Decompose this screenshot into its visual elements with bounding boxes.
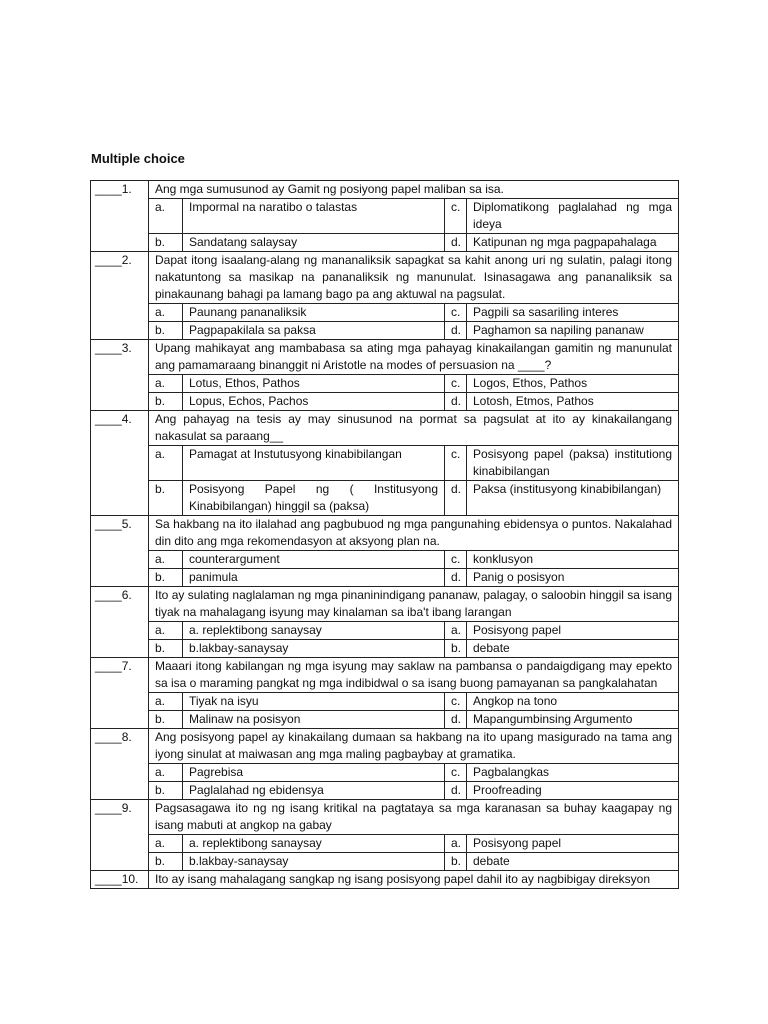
option-letter: d.	[445, 393, 467, 411]
option-letter: b.	[149, 640, 183, 658]
quiz-table	[90, 180, 679, 889]
question-number: ____10.	[91, 871, 149, 889]
question-row	[91, 181, 679, 199]
question-stem: Maaari itong kabilangan ng mga isyung may saklaw na pambansa o pandaigdigang may epekto sa isa o maraming pangkat ng mga indibidwal o sa isang buong pamayanan sa pangkalahatan	[149, 658, 679, 693]
option-text: Malinaw na posisyon	[183, 711, 445, 729]
question-row	[91, 411, 679, 446]
option-letter: b.	[445, 853, 467, 871]
option-text: Lotus, Ethos, Pathos	[183, 375, 445, 393]
option-text: Posisyong Papel ng ( Institusyong Kinabibilangan) hinggil sa (paksa)	[183, 481, 445, 516]
option-letter: a.	[149, 764, 183, 782]
option-letter: b.	[149, 711, 183, 729]
option-text: counterargument	[183, 551, 445, 569]
option-text: Pagrebisa	[183, 764, 445, 782]
option-text: Posisyong papel (paksa) institutiong kinabibilangan	[467, 446, 679, 481]
option-text: debate	[467, 853, 679, 871]
question-number: ____6.	[91, 587, 149, 658]
option-text: Sandatang salaysay	[183, 234, 445, 252]
option-letter: b.	[149, 853, 183, 871]
question-stem: Ang pahayag na tesis ay may sinusunod na pormat sa pagsulat at ito ay kinakailangang nakasulat sa paraang__	[149, 411, 679, 446]
question-row	[91, 340, 679, 375]
option-letter: a.	[149, 446, 183, 481]
option-text: Katipunan ng mga pagpapahalaga	[467, 234, 679, 252]
option-row	[91, 481, 679, 516]
option-letter: d.	[445, 782, 467, 800]
question-stem: Upang mahikayat ang mambabasa sa ating mga pahayag kinakailangan gamitin ng manunulat ang pamamaraang binanggit ni Aristotle na modes of persuasion na ____?	[149, 340, 679, 375]
option-text: a. replektibong sanaysay	[183, 835, 445, 853]
option-text: b.lakbay-sanaysay	[183, 640, 445, 658]
option-letter: c.	[445, 199, 467, 234]
question-number: ____4.	[91, 411, 149, 516]
option-text: Panig o posisyon	[467, 569, 679, 587]
option-row	[91, 304, 679, 322]
question-row	[91, 516, 679, 551]
option-letter: b.	[149, 481, 183, 516]
option-text: panimula	[183, 569, 445, 587]
question-number: ____5.	[91, 516, 149, 587]
option-row	[91, 640, 679, 658]
option-letter: c.	[445, 693, 467, 711]
option-row	[91, 322, 679, 340]
option-row	[91, 764, 679, 782]
option-letter: b.	[149, 782, 183, 800]
option-letter: a.	[149, 199, 183, 234]
option-row	[91, 551, 679, 569]
option-letter: a.	[149, 622, 183, 640]
question-row	[91, 800, 679, 835]
option-row	[91, 199, 679, 234]
option-letter: b.	[445, 640, 467, 658]
option-text: Paghamon sa napiling pananaw	[467, 322, 679, 340]
option-text: konklusyon	[467, 551, 679, 569]
option-letter: b.	[149, 322, 183, 340]
option-letter: d.	[445, 711, 467, 729]
option-text: Paunang pananaliksik	[183, 304, 445, 322]
option-row	[91, 782, 679, 800]
option-letter: c.	[445, 304, 467, 322]
option-letter: c.	[445, 446, 467, 481]
option-text: Pamagat at Instutusyong kinabibilangan	[183, 446, 445, 481]
question-row	[91, 871, 679, 889]
question-row	[91, 587, 679, 622]
option-letter: d.	[445, 481, 467, 516]
option-letter: c.	[445, 764, 467, 782]
option-text: Posisyong papel	[467, 622, 679, 640]
option-text: Mapangumbinsing Argumento	[467, 711, 679, 729]
option-text: Pagpili sa sasariling interes	[467, 304, 679, 322]
option-letter: d.	[445, 322, 467, 340]
question-stem: Pagsasagawa ito ng ng isang kritikal na pagtataya sa mga karanasan sa buhay kaagapay ng isang mabuti at angkop na gabay	[149, 800, 679, 835]
option-text: Tiyak na isyu	[183, 693, 445, 711]
question-row	[91, 658, 679, 693]
question-stem: Ito ay sulating naglalaman ng mga pinaninindigang pananaw, palagay, o saloobin hinggil sa isang tiyak na mahalagang isyung may kinalaman sa iba't ibang larangan	[149, 587, 679, 622]
option-text: Diplomatikong paglalahad ng mga ideya	[467, 199, 679, 234]
option-text: Lopus, Echos, Pachos	[183, 393, 445, 411]
option-letter: c.	[445, 551, 467, 569]
option-text: Proofreading	[467, 782, 679, 800]
option-letter: d.	[445, 569, 467, 587]
option-letter: a.	[445, 622, 467, 640]
option-row	[91, 375, 679, 393]
option-text: Lotosh, Etmos, Pathos	[467, 393, 679, 411]
question-number: ____1.	[91, 181, 149, 252]
option-text: b.lakbay-sanaysay	[183, 853, 445, 871]
question-number: ____8.	[91, 729, 149, 800]
option-text: Paksa (institusyong kinabibilangan)	[467, 481, 679, 516]
option-text: Pagbalangkas	[467, 764, 679, 782]
option-text: Logos, Ethos, Pathos	[467, 375, 679, 393]
option-row	[91, 622, 679, 640]
question-stem: Ang posisyong papel ay kinakailang dumaan sa hakbang na ito upang masigurado na tama ang iyong sinulat at maiwasan ang mga maling pagbaybay at gramatika.	[149, 729, 679, 764]
option-letter: a.	[149, 375, 183, 393]
question-number: ____9.	[91, 800, 149, 871]
question-stem: Dapat itong isaalang-alang ng mananaliksik sapagkat sa kahit anong uri ng sulatin, palagi itong nakatuntong sa masikap na pananaliksik ng manunulat. Isinasagawa ang pananaliksik sa pinakaunang bahagi pa lamang bago pa ang aktuwal na pagsulat.	[149, 252, 679, 304]
question-number: ____2.	[91, 252, 149, 340]
option-row	[91, 446, 679, 481]
question-number: ____3.	[91, 340, 149, 411]
option-letter: b.	[149, 393, 183, 411]
option-letter: b.	[149, 569, 183, 587]
option-text: Angkop na tono	[467, 693, 679, 711]
question-number: ____7.	[91, 658, 149, 729]
question-stem: Sa hakbang na ito ilalahad ang pagbubuod ng mga pangunahing ebidensya o puntos. Nakalahad din dito ang mga rekomendasyon at aksyong plan na.	[149, 516, 679, 551]
option-letter: b.	[149, 234, 183, 252]
option-text: debate	[467, 640, 679, 658]
option-letter: a.	[149, 304, 183, 322]
option-row	[91, 569, 679, 587]
option-letter: a.	[149, 835, 183, 853]
question-row	[91, 729, 679, 764]
option-row	[91, 835, 679, 853]
option-text: a. replektibong sanaysay	[183, 622, 445, 640]
question-row	[91, 252, 679, 304]
option-letter: a.	[149, 693, 183, 711]
question-stem: Ito ay isang mahalagang sangkap ng isang posisyong papel dahil ito ay nagbibigay direksyon	[149, 871, 679, 889]
option-letter: d.	[445, 234, 467, 252]
option-text: Pagpapakilala sa paksa	[183, 322, 445, 340]
option-row	[91, 693, 679, 711]
option-row	[91, 711, 679, 729]
option-row	[91, 234, 679, 252]
page-title: Multiple choice	[91, 151, 185, 166]
question-stem: Ang mga sumusunod ay Gamit ng posiyong papel maliban sa isa.	[149, 181, 679, 199]
option-text: Paglalahad ng ebidensya	[183, 782, 445, 800]
option-text: Posisyong papel	[467, 835, 679, 853]
option-letter: c.	[445, 375, 467, 393]
option-letter: a.	[445, 835, 467, 853]
option-text: Impormal na naratibo o talastas	[183, 199, 445, 234]
option-row	[91, 853, 679, 871]
option-row	[91, 393, 679, 411]
option-letter: a.	[149, 551, 183, 569]
